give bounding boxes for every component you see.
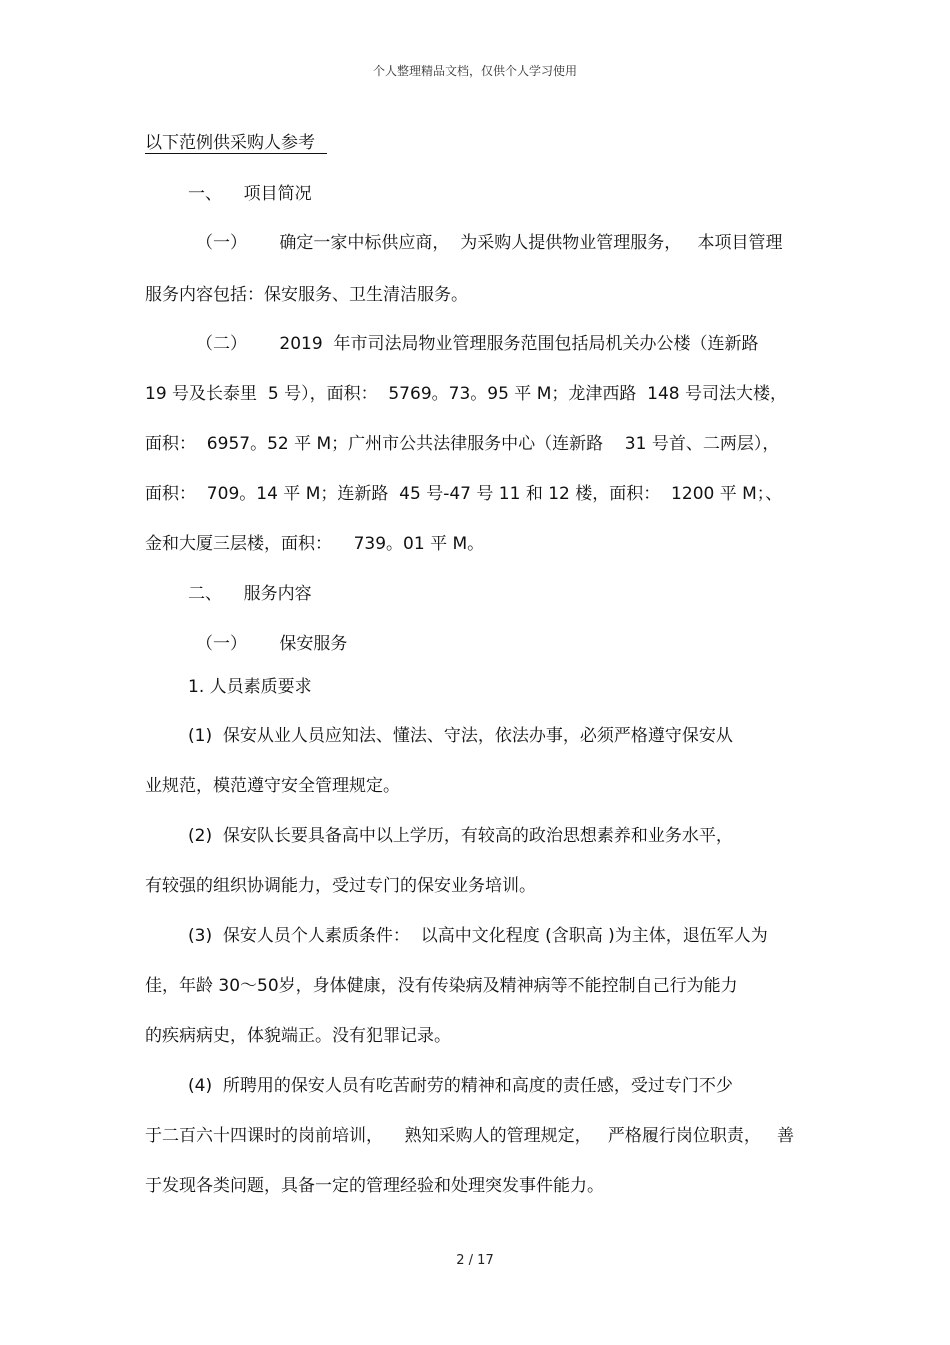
paragraph-line: (1) 保安从业人员应知法、懂法、守法，依法办事，必须严格遵守保安从 xyxy=(188,726,733,746)
paragraph-line: 业规范，模范遵守安全管理规定。 xyxy=(145,776,400,796)
paragraph-line: 面积： 709。14 平 M；连新路 45 号-47 号 11 和 12 楼，面积： 1200 平 M；、 xyxy=(145,484,783,504)
reference-title xyxy=(145,131,327,155)
paragraph-line: （二） 2019 年市司法局物业管理服务范围包括局机关办公楼（连新路 xyxy=(196,334,759,354)
paragraph-line: (4) 所聘用的保安人员有吃苦耐劳的精神和高度的责任感，受过专门不少 xyxy=(188,1076,733,1096)
paragraph-line: 的疾病病史，体貌端正。没有犯罪记录。 xyxy=(145,1026,451,1046)
paragraph-line: (2) 保安队长要具备高中以上学历，有较高的政治思想素养和业务水平， xyxy=(188,826,733,846)
item-heading: 1. 人员素质要求 xyxy=(188,677,312,697)
paragraph-line: 于二百六十四课时的岗前培训， 熟知采购人的管理规定， 严格履行岗位职责， 善 xyxy=(145,1126,795,1146)
subsection-heading: （一） 保安服务 xyxy=(196,634,348,654)
section-heading-services: 二、 服务内容 xyxy=(188,584,312,604)
page-header: 个人整理精品文档，仅供个人学习使用 xyxy=(372,64,577,78)
paragraph-line: (3) 保安人员个人素质条件： 以高中文化程度 (含职高 )为主体，退伍军人为 xyxy=(188,926,768,946)
paragraph-line: （一） 确定一家中标供应商， 为采购人提供物业管理服务， 本项目管理 xyxy=(196,233,783,253)
paragraph-line: 佳，年龄 30～50岁，身体健康，没有传染病及精神病等不能控制自己行为能力 xyxy=(145,976,738,996)
paragraph-line: 金和大厦三层楼，面积： 739。01 平 M。 xyxy=(145,534,485,554)
paragraph-line: 有较强的组织协调能力，受过专门的保安业务培训。 xyxy=(145,876,536,896)
paragraph-line: 19 号及长泰里 5 号），面积： 5769。73。95 平 M；龙津西路 148 号司法大楼， xyxy=(145,384,788,404)
reference-title-text: 以下范例供采购人参考 xyxy=(145,133,327,154)
page-number: 2 / 17 xyxy=(456,1253,494,1268)
paragraph-line: 服务内容包括：保安服务、卫生清洁服务。 xyxy=(145,285,468,305)
paragraph-line: 面积： 6957。52 平 M；广州市公共法律服务中心（连新路 31 号首、二两层）， xyxy=(145,434,780,454)
section-heading-overview: 一、 项目简况 xyxy=(188,184,312,204)
paragraph-line: 于发现各类问题，具备一定的管理经验和处理突发事件能力。 xyxy=(145,1176,604,1196)
